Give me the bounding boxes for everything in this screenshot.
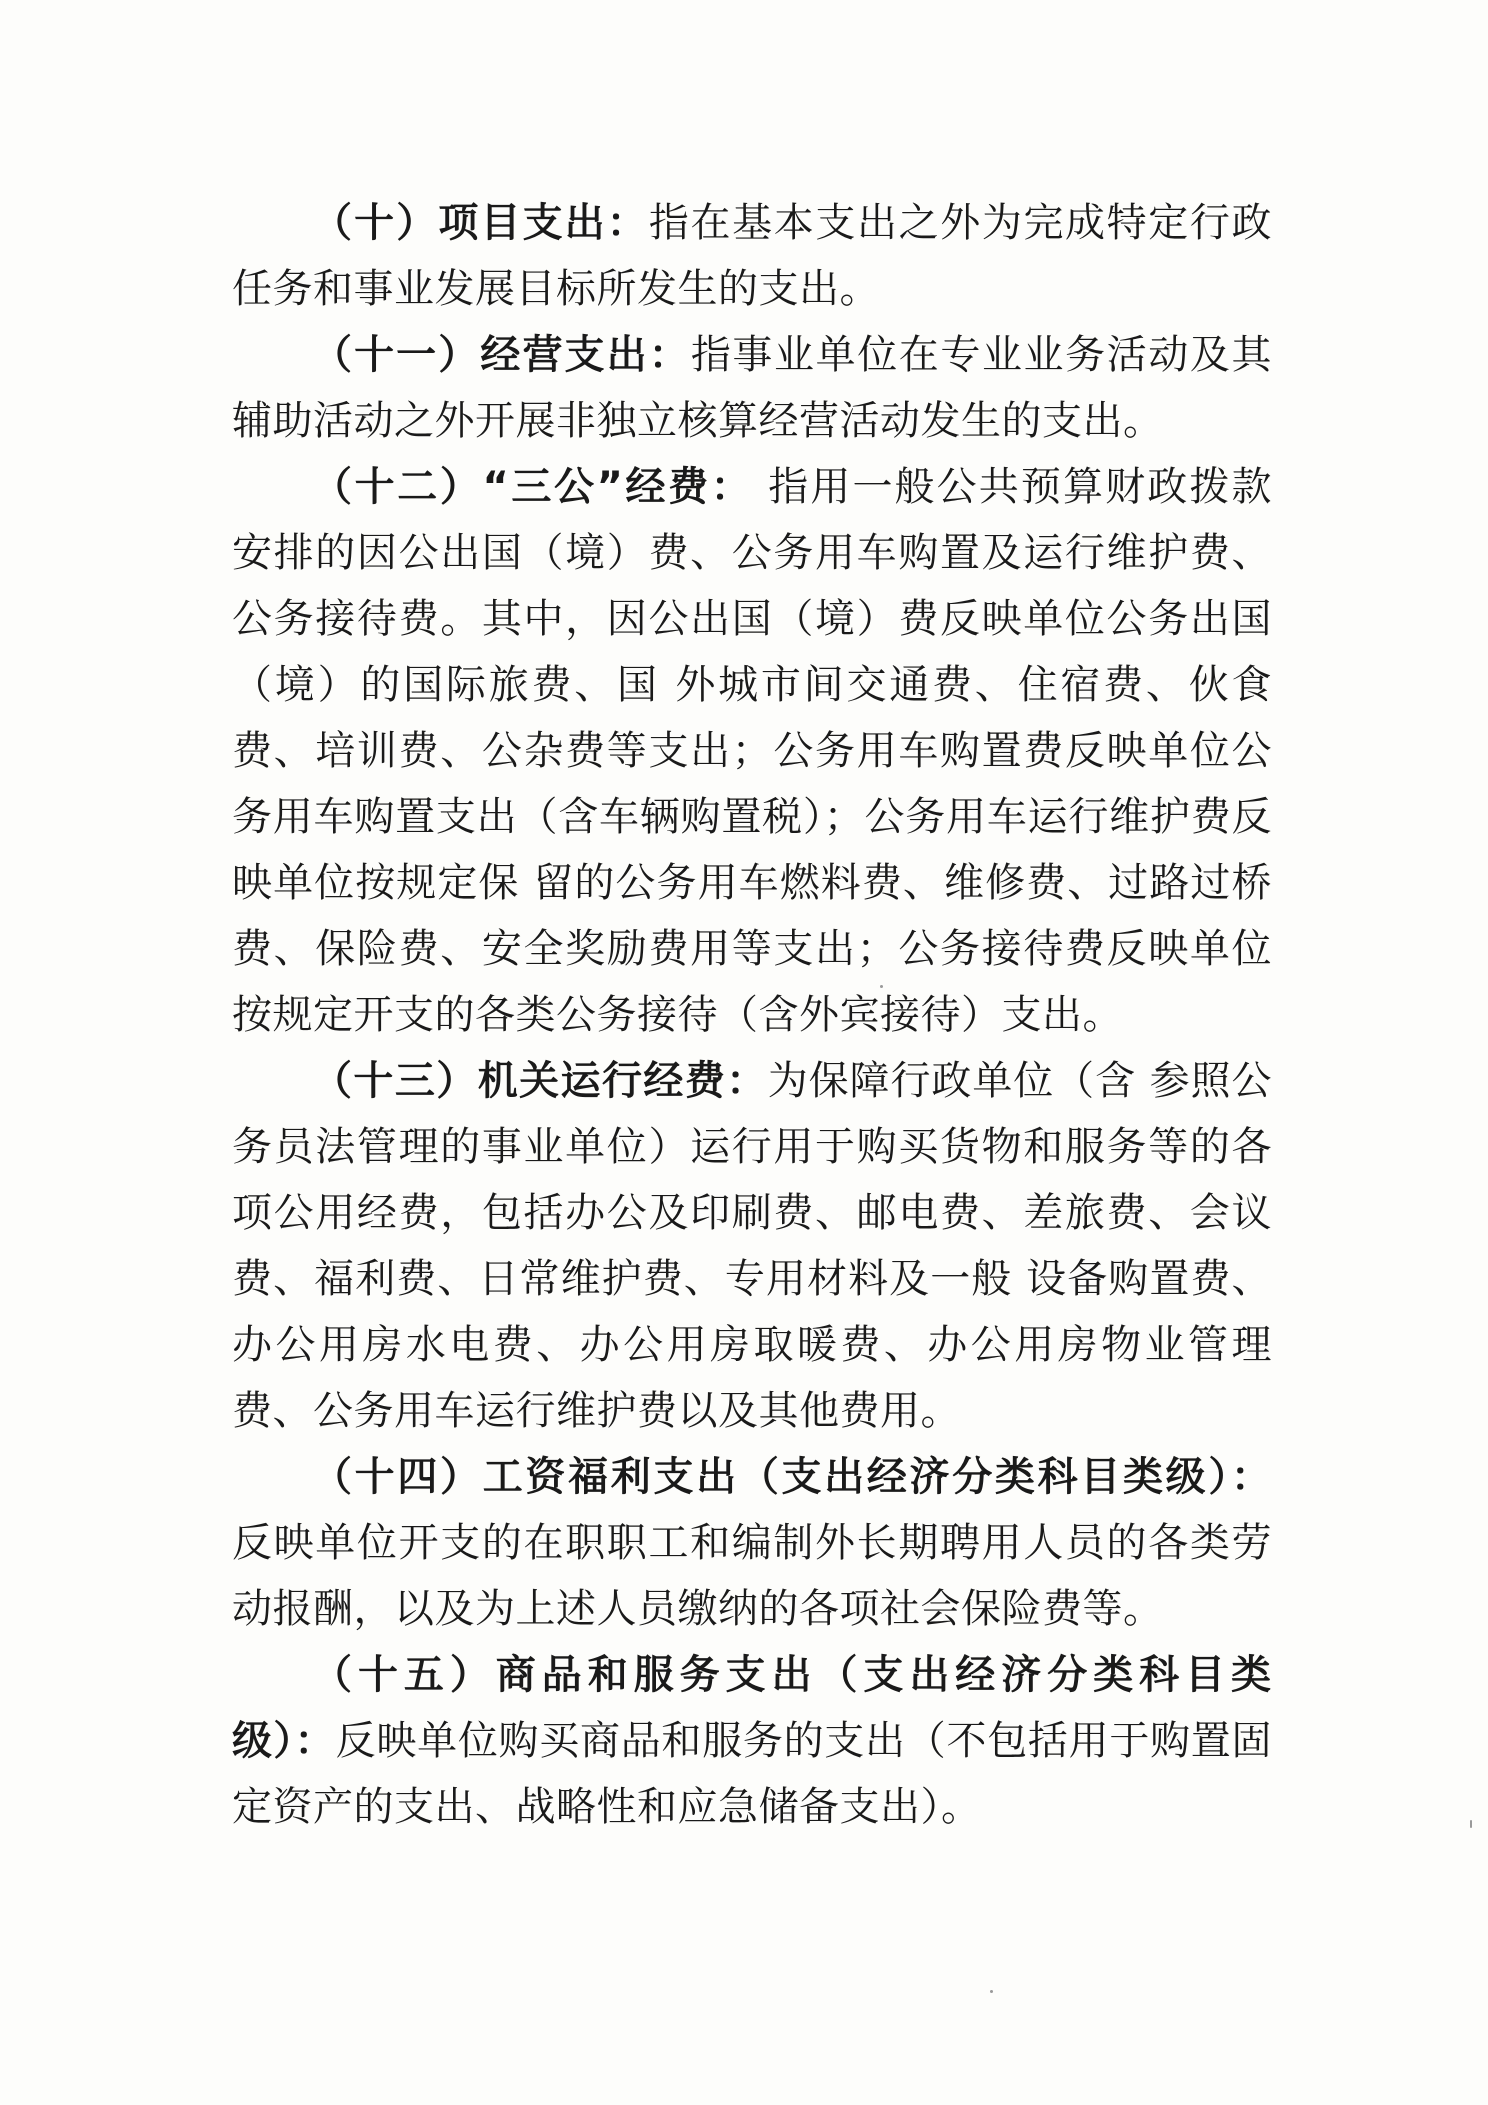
definition-goods-services-expenditure: 反映单位购买商品和服务的支出（不包括用于购置固定资产的支出、战略性和应急储备支出）。 <box>232 1718 1273 1830</box>
term-agency-operating-funds: （十三）机关运行经费： <box>312 1058 768 1104</box>
definition-three-public-expenses: 指用一般公共预算财政拨款安排的因公出国（境）费、公务用车购置及运行维护费、公务接待费。其中，因公出国（境）费反映单位公务出国（境）的国际旅费、国 外城市间交通费、住宿费、伙食费、培训费、公杂费等支出；公务用车购置费反映单位公务用车购置支出（含车辆购置税）；公务用车运行维护费反映单位按规定保 留的公务用车燃料费、维修费、过路过桥费、保险费、安全奖励费用等支出；公务接待费反映单位按规定开支的各类公务接待（含外宾接待）支出。 <box>232 464 1272 1038</box>
definition-project-expenditure: 指在基本支出之外为完成特定行政任务和事业发展目标所发生的支出。 <box>232 200 1273 312</box>
term-wage-welfare-expenditure: （十四）工资福利支出（支出经济分类科目类级）： <box>312 1454 1272 1500</box>
term-project-expenditure: （十）项目支出： <box>312 200 649 246</box>
scan-speck <box>1470 1820 1472 1828</box>
scan-speck <box>880 985 883 988</box>
term-goods-services-expenditure: （十五）商品和服务支出（支出经济分类科目类级）： <box>232 1652 1272 1764</box>
document-body <box>232 190 1272 1840</box>
definition-operating-expenditure: 指事业单位在专业业务活动及其辅助活动之外开展非独立核算经营活动发生的支出。 <box>232 332 1273 444</box>
definition-wage-welfare-expenditure: 反映单位开支的在职职工和编制外长期聘用人员的各类劳动报酬，以及为上述人员缴纳的各项社会保险费等。 <box>232 1520 1272 1632</box>
paragraph-agency-operating-funds <box>232 1048 1272 1444</box>
paragraph-project-expenditure <box>232 190 1272 322</box>
term-three-public-expenses: （十二）“三公”经费： <box>312 464 754 510</box>
paragraph-goods-services-expenditure <box>232 1642 1272 1840</box>
paragraph-three-public-expenses <box>232 454 1272 1048</box>
scan-speck <box>990 1990 993 1993</box>
term-operating-expenditure: （十一）经营支出： <box>312 332 691 378</box>
paragraph-operating-expenditure <box>232 322 1272 454</box>
definition-agency-operating-funds: 为保障行政单位（含 参照公务员法管理的事业单位）运行用于购买货物和服务等的各项公用经费，包括办公及印刷费、邮电费、差旅费、会议费、福利费、日常维护费、专用材料及一般 设备购置费、办公用房水电费、办公用房取暖费、办公用房物业管理费、公务用车运行维护费以及其他费用。 <box>232 1058 1273 1434</box>
paragraph-wage-welfare-expenditure <box>232 1444 1272 1642</box>
